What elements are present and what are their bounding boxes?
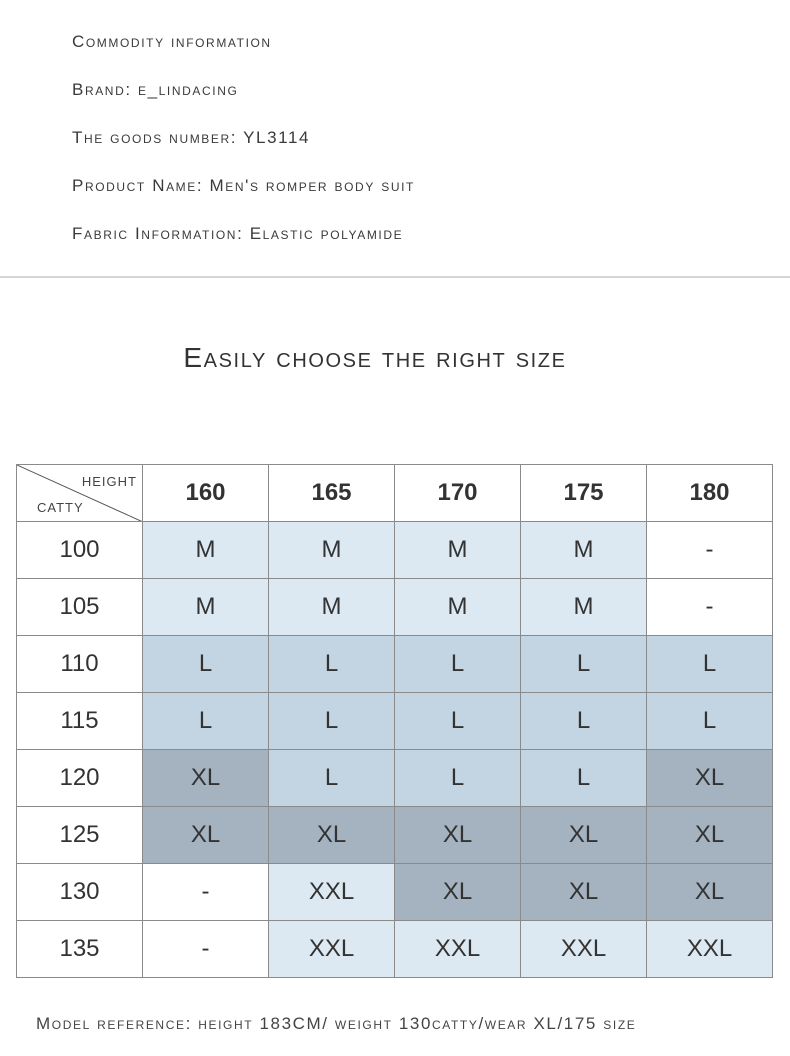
catty-row-header: 100 [17, 522, 143, 579]
table-row [17, 636, 773, 693]
goods-number-line: The goods number: YL3114 [72, 128, 311, 147]
size-cell: M [395, 579, 521, 636]
size-cell: L [521, 693, 647, 750]
size-cell: L [143, 636, 269, 693]
size-cell: XL [269, 807, 395, 864]
size-cell: M [395, 522, 521, 579]
fabric-info-line: Fabric Information: Elastic polyamide [72, 224, 404, 243]
size-cell: XXL [395, 921, 521, 978]
size-cell: L [647, 636, 773, 693]
height-col-header: 170 [395, 465, 521, 522]
height-col-header: 165 [269, 465, 395, 522]
size-cell: XL [395, 807, 521, 864]
size-cell: XXL [269, 921, 395, 978]
catty-row-header: 115 [17, 693, 143, 750]
size-cell: XL [521, 864, 647, 921]
catty-row-header: 120 [17, 750, 143, 807]
size-cell: L [647, 693, 773, 750]
size-cell: - [143, 864, 269, 921]
size-cell: M [521, 522, 647, 579]
height-col-header: 180 [647, 465, 773, 522]
header-row [17, 465, 773, 522]
size-cell: XXL [647, 921, 773, 978]
size-cell: L [269, 693, 395, 750]
table-row [17, 579, 773, 636]
size-section-title: Easily choose the right size [183, 342, 567, 373]
size-cell: L [269, 636, 395, 693]
size-cell: L [395, 636, 521, 693]
size-cell: L [521, 636, 647, 693]
size-cell: M [269, 579, 395, 636]
catty-row-header: 125 [17, 807, 143, 864]
commodity-info-heading: Commodity information [72, 32, 272, 51]
size-cell: XL [143, 807, 269, 864]
catty-row-header: 105 [17, 579, 143, 636]
size-cell: XL [647, 750, 773, 807]
size-cell: XL [647, 864, 773, 921]
catty-row-header: 135 [17, 921, 143, 978]
size-cell: L [395, 750, 521, 807]
table-row [17, 693, 773, 750]
size-cell: XL [647, 807, 773, 864]
section-divider [0, 276, 790, 278]
size-cell: XXL [269, 864, 395, 921]
catty-axis-label: CATTY [37, 500, 84, 515]
size-cell: XXL [521, 921, 647, 978]
size-chart-table [16, 464, 773, 978]
commodity-info-list [72, 26, 415, 266]
table-row [17, 750, 773, 807]
height-col-header: 160 [143, 465, 269, 522]
model-reference-note: Model reference: height 183CM/ weight 130catty/wear XL/175 size [36, 1014, 637, 1033]
size-cell: XL [143, 750, 269, 807]
size-cell: L [521, 750, 647, 807]
catty-row-header: 130 [17, 864, 143, 921]
table-corner-cell [17, 465, 143, 522]
brand-line: Brand: e_lindacing [72, 80, 239, 99]
size-cell: M [143, 522, 269, 579]
size-cell: XL [395, 864, 521, 921]
size-cell: - [143, 921, 269, 978]
table-row [17, 522, 773, 579]
size-cell: M [269, 522, 395, 579]
size-cell: L [395, 693, 521, 750]
size-cell: - [647, 579, 773, 636]
size-cell: - [647, 522, 773, 579]
size-cell: M [521, 579, 647, 636]
table-row [17, 807, 773, 864]
size-cell: L [143, 693, 269, 750]
catty-row-header: 110 [17, 636, 143, 693]
size-cell: XL [521, 807, 647, 864]
table-row [17, 921, 773, 978]
size-cell: M [143, 579, 269, 636]
height-axis-label: HEIGHT [81, 474, 137, 489]
product-name-line: Product Name: Men's romper body suit [72, 176, 415, 195]
table-row [17, 864, 773, 921]
height-col-header: 175 [521, 465, 647, 522]
size-cell: L [269, 750, 395, 807]
